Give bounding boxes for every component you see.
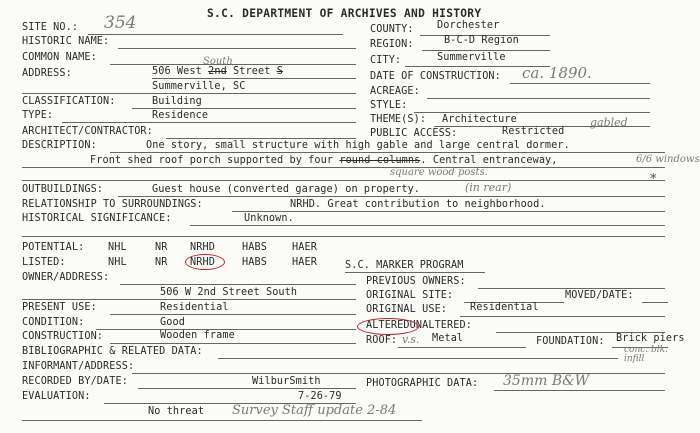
potential-habs: HABS [242,242,267,253]
label-date-of-construction: DATE OF CONSTRUCTION: [370,71,501,82]
label-recorded-by: RECORDED BY/DATE: [22,376,128,387]
handwritten-gabled: gabled [590,116,628,129]
label-type: TYPE: [22,110,54,121]
label-original-use: ORIGINAL USE: [366,304,448,315]
label-foundation: FOUNDATION: [536,336,605,347]
label-relationship: RELATIONSHIP TO SURROUNDINGS: [22,199,203,210]
label-potential: POTENTIAL: [22,242,85,253]
label-city: CITY: [370,55,402,66]
common-name-insert: South [203,56,233,67]
listed-nhl: NHL [108,257,127,268]
sc-marker-program: S.C. MARKER PROGRAM [345,260,464,271]
site-no-value: 354 [104,13,137,33]
county-value: Dorchester [437,20,500,31]
roof-handwritten: v.s. [402,333,420,346]
label-architect: ARCHITECT/CONTRACTOR: [22,126,153,137]
label-original-site: ORIGINAL SITE: [366,290,454,301]
label-bibliographic: BIBLIOGRAPHIC & RELATED DATA: [22,346,203,357]
date-of-construction-value: ca. 1890. [522,64,592,82]
label-evaluation: EVALUATION: [22,391,91,402]
label-county: COUNTY: [370,24,414,35]
evaluation-value: No threat [148,406,205,417]
present-use-value: Residential [160,302,229,313]
listed-nrhd: NRHD [190,257,215,268]
original-use-value: Residential [470,302,539,313]
themes-value: Architecture [442,114,517,125]
historical-significance-value: Unknown. [244,213,294,224]
owner-address-value: 506 W 2nd Street South [160,287,298,298]
label-classification: CLASSIFICATION: [22,96,116,107]
label-style: STYLE: [370,100,408,111]
address-line1: 506 West 2nd Street S [152,66,283,77]
city-value: Summerville [437,52,506,63]
nrhd-circle-mark [185,254,225,270]
label-description: DESCRIPTION: [22,140,97,151]
label-site-no: SITE NO.: [22,22,79,33]
recorded-date-value: 7-26-79 [298,391,342,402]
classification-value: Building [152,96,202,107]
potential-nhl: NHL [108,242,127,253]
label-photographic-data: PHOTOGRAPHIC DATA: [366,378,479,389]
label-informant: INFORMANT/ADDRESS: [22,361,135,372]
description-line1: One story, small structure with high gable and large central dormer. [146,140,570,151]
address-line2: Summerville, SC [152,81,246,92]
asterisk-mark: * [650,172,657,187]
label-previous-owners: PREVIOUS OWNERS: [366,276,466,287]
altered-unaltered: ALTEREDUNALTERED: [366,320,472,331]
form-title: S.C. DEPARTMENT OF ARCHIVES AND HISTORY [207,7,482,20]
handwritten-in-rear: (in rear) [465,181,512,194]
description-line2: Front shed roof porch supported by four round columns. Central entranceway, [90,155,558,166]
label-present-use: PRESENT USE: [22,302,97,313]
label-acreage: ACREAGE: [370,86,420,97]
construction-value: Wooden frame [160,330,235,341]
label-common-name: COMMON NAME: [22,52,97,63]
type-value: Residence [152,110,209,121]
foundation-handwritten-note: conc. blk. infill [624,345,668,364]
potential-haer: HAER [292,242,317,253]
potential-nr: NR [155,242,168,253]
listed-habs: HABS [242,257,267,268]
label-historical-significance: HISTORICAL SIGNIFICANCE: [22,213,172,224]
label-moved-date: MOVED/DATE: [565,290,634,301]
label-roof: ROOF: [366,335,398,346]
foundation-value: Brick piers [616,333,685,344]
outbuildings-value: Guest house (converted garage) on property. [152,184,421,195]
potential-nrhd: NRHD [190,242,215,253]
relationship-value: NRHD. Great contribution to neighborhood. [290,199,546,210]
label-region: REGION: [370,39,414,50]
roof-value: Metal [432,333,464,344]
survey-staff-update-note: Survey Staff update 2-84 [232,403,397,418]
label-construction: CONSTRUCTION: [22,331,104,342]
handwritten-windows: 6/6 windows [636,154,700,165]
label-public-access: PUBLIC ACCESS: [370,128,458,139]
handwritten-square-posts: square wood posts. [390,167,488,178]
recorded-by-value: WilburSmith [252,376,321,387]
label-themes: THEME(S): [370,114,427,125]
label-historic-name: HISTORIC NAME: [22,36,110,47]
public-access-value: Restricted [502,126,565,137]
label-address: ADDRESS: [22,68,72,79]
label-outbuildings: OUTBUILDINGS: [22,184,104,195]
listed-haer: HAER [292,257,317,268]
label-listed: LISTED: [22,257,66,268]
region-value: B-C-D Region [444,35,519,46]
listed-nr: NR [155,257,168,268]
photographic-data-value: 35mm B&W [503,373,589,389]
label-owner-address: OWNER/ADDRESS: [22,272,110,283]
label-condition: CONDITION: [22,317,85,328]
condition-value: Good [160,317,185,328]
